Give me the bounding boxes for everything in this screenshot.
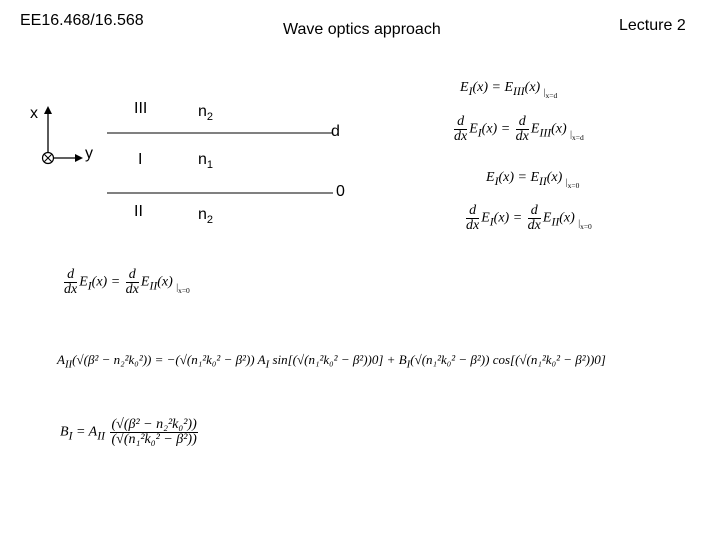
equation-4: $\frac{d}{dx}$ $E_I(x)$ = $\frac{d}{dx}$ $E_{II}(x)$ $_{|_{x=0}}$ [466,203,592,233]
layer-middle-roman: I [138,151,143,168]
equation-7: $B_I = A_{II}$ $\frac{\text{(√(β² − n₂²k₀²))}}{\text{(√(n₁²k₀² − β²))}}$ [60,417,197,447]
layer-bottom-roman: II [134,203,143,220]
equation-5: $\frac{d}{dx}$ $E_I(x)$ = $\frac{d}{dx}$ $E_{II}(x)$ $_{|_{x=0}}$ [64,267,190,297]
lecture-number: Lecture 2 [619,17,686,34]
x-axis-arrowhead [44,106,52,114]
interface-lower-label: 0 [336,183,345,200]
layer-middle-index: $n_1$ [198,151,214,172]
y-axis-label: y [85,145,93,162]
layer-top-roman: III [134,100,148,117]
x-axis-label: x [30,105,38,122]
equation-1: $E_I(x) = E_{III}(x)$ $_{|_{x=d}}$ [460,80,558,100]
layer-top-index: $n_2$ [198,103,214,124]
interface-upper-label: d [331,123,340,140]
equation-2: $\frac{d}{dx}$ $E_I(x)$ = $\frac{d}{dx}$ $E_{III}(x)$ $_{|_{x=d}}$ [454,114,584,144]
course-code: EE16.468/16.568 [20,12,144,29]
y-axis-arrowhead [75,154,83,162]
slide-title: Wave optics approach [283,21,441,38]
equation-6: $A_{II}(√(\beta^2 - n_2^2k_0^2)) = -(√(n_1^2k_0^2 - \beta^2))$ $A_I$ $\sin[(√(n_1^2k_0^2 - \beta^2))0] + B_I(√(n_1^2k_0^2 - \beta^2)) \cos[(√(n_1^2k_0^2 - \beta^2))0]$ [57,352,606,371]
layer-bottom-index: $n_2$ [198,206,214,227]
equation-3: $E_I(x) = E_{II}(x)$ $_{|_{x=0}}$ [486,170,580,190]
